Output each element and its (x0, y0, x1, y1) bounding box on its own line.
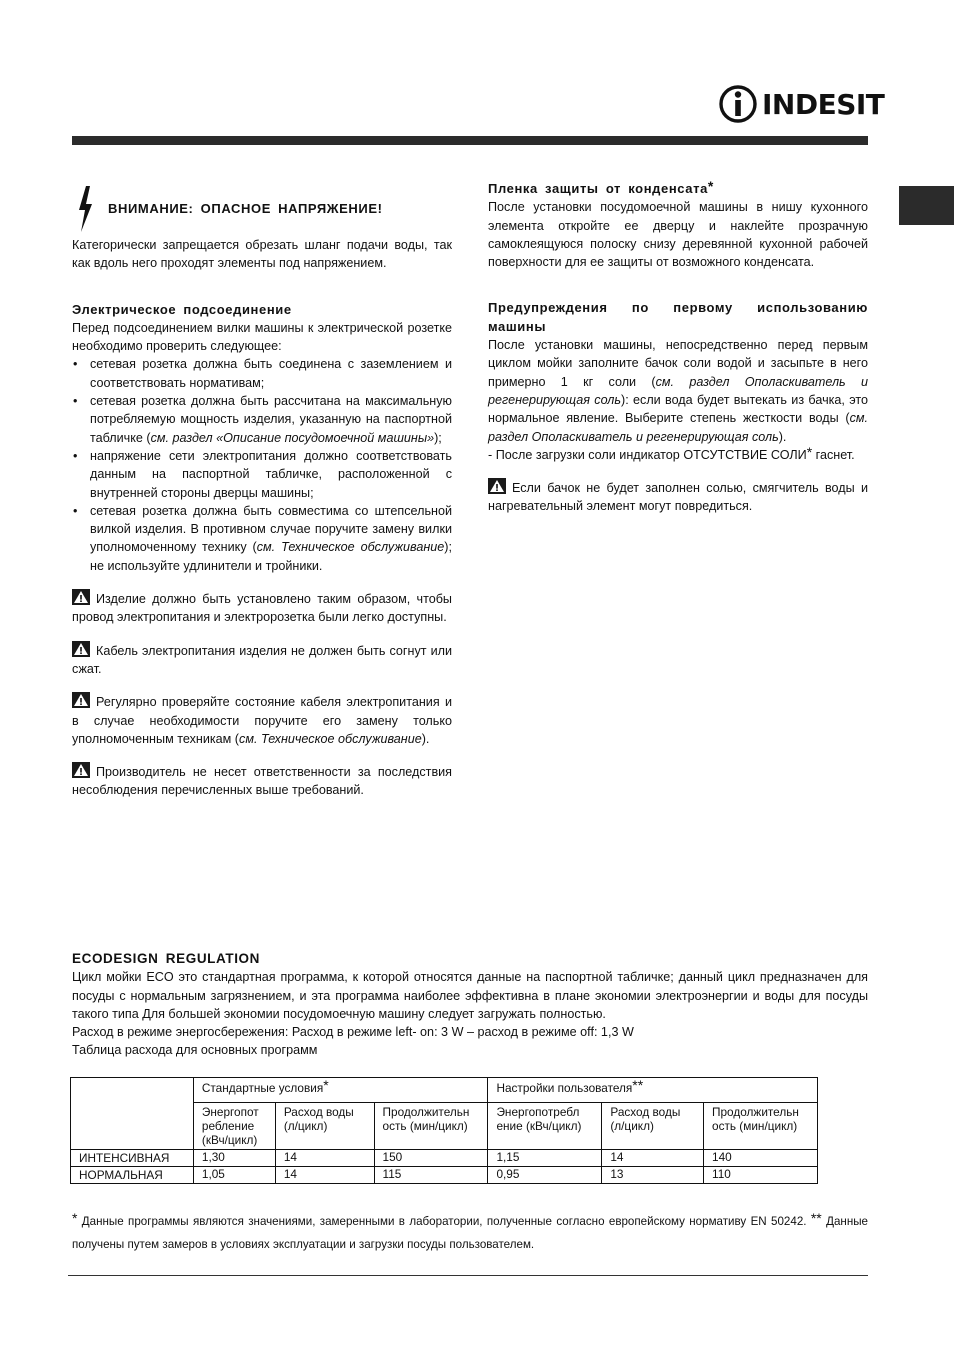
warning-text: Кабель электропитания изделия не должен быть согнут или сжат. (72, 643, 452, 676)
consumption-table (70, 1077, 818, 1184)
ecodesign-section (72, 950, 868, 1060)
warning-paragraph (72, 762, 452, 800)
condensate-text: После установки посудомоечной машины в нишу кухонного элемента откройте ее дверцу и наклейте прозрачную самоклеящуюся полоску снизу деревянной кухонной рабочей поверхности для ее защиты от возможного конденсата. (488, 200, 868, 270)
list-item: • напряжение сети электропитания должно соответствовать данным на паспортной табличке, расположенной с внутренней стороны дверцы машины; (72, 447, 452, 502)
table-header-row (71, 1078, 818, 1103)
electrical-title: Электрическое подсоединение (72, 301, 292, 317)
warning-triangle-icon (72, 589, 90, 605)
table-row (71, 1167, 818, 1184)
table-caption: Таблица расхода для основных программ (72, 1043, 318, 1058)
cross-reference: см. раздел «Описание посудомоечной машины» (150, 430, 435, 445)
standby-consumption: Расход в режиме энергосбережения: Расход в режиме left- on: 3 W – расход в режиме off: 1,3 W (72, 1025, 634, 1040)
electrical-checklist (72, 355, 452, 575)
column-header: Продолжительн ость (мин/цикл) (374, 1103, 488, 1150)
footnote-marker: ** (632, 1077, 644, 1093)
first-use-text-part: После установки машины, непосредственно перед первым циклом мойки заполните бачок соли водой и засыпьте в него примерно 1 кг соли ( (488, 338, 868, 389)
first-use-text-part: ). (778, 429, 787, 444)
warning-triangle-icon (72, 762, 90, 778)
warning-text: Производитель не несет ответственности за последствия несоблюдения перечисленных выше требований. (72, 765, 452, 798)
voltage-warning-heading (72, 186, 452, 232)
warning-text: ). (421, 731, 430, 746)
right-column (488, 180, 868, 516)
language-tab (899, 186, 954, 225)
table-row (71, 1150, 818, 1167)
program-name: НОРМАЛЬНАЯ (71, 1167, 194, 1184)
list-item (72, 502, 452, 575)
list-item-text: ); не используйте удлинители и тройники. (90, 540, 452, 573)
table-corner-cell (71, 1078, 194, 1150)
list-item-text: ); (434, 430, 442, 445)
first-use-title: Предупреждения по первому использованию машины (488, 300, 868, 334)
condensate-title (488, 180, 868, 198)
cross-reference: см. раздел Ополаскиватель и регенерирующая соль (488, 411, 868, 444)
list-item: • сетевая розетка должна быть соединена с заземлением и соответствовать нормативам; (72, 355, 452, 392)
header-bar (72, 136, 868, 145)
warning-triangle-icon (72, 641, 90, 657)
footnote-marker: * (323, 1077, 329, 1093)
voltage-warning-text: Категорически запрещается обрезать шланг подачи воды, так как вдоль него проходят элементы под напряжением. (72, 238, 452, 271)
warning-text: Регулярно проверяйте состояние кабеля электропитания и в случае необходимости поручите его замену только уполномоченным техникам ( (72, 695, 452, 746)
table-cell: 13 (602, 1167, 704, 1184)
list-item-text: сетевая розетка должна быть рассчитана на максимальную потребляемую мощность изделия, указанную на паспортной табличке ( (90, 394, 452, 445)
left-column (72, 186, 452, 800)
warning-paragraph (72, 692, 452, 748)
lightning-bolt-icon (76, 186, 94, 232)
column-header: Энергопотребл ение (кВч/цикл) (488, 1103, 602, 1150)
cross-reference: см. раздел Ополаскиватель и регенерирующая соль (488, 374, 868, 407)
first-use-text-part: ): если вода будет вытекать из бачка, это нормальное явление. Выберите степень жесткости воды ( (488, 392, 868, 426)
table-cell: 0,95 (488, 1167, 602, 1184)
indesit-i-icon (718, 83, 758, 125)
warning-triangle-icon (72, 692, 90, 708)
table-cell: 110 (704, 1167, 818, 1184)
first-use-text (488, 336, 868, 446)
column-header: Расход воды (л/цикл) (275, 1103, 374, 1150)
footnote-text: Данные программы являются значениями, замеренными в лаборатории, полученные согласно европейскому нормативу EN 50242. (77, 1215, 811, 1228)
footnote-marker: * (707, 178, 714, 194)
brand-name: INDESIT (762, 87, 885, 121)
salt-note-text: гаснет. (812, 447, 855, 462)
list-item (72, 392, 452, 447)
salt-note-text: - После загрузки соли индикатор ОТСУТСТВИЕ СОЛИ (488, 447, 807, 462)
footnote-marker: * (72, 1210, 78, 1226)
table-cell: 14 (275, 1150, 374, 1167)
table-cell: 14 (602, 1150, 704, 1167)
table-cell: 1,15 (488, 1150, 602, 1167)
cross-reference: см. Техническое обслуживание (256, 540, 445, 555)
ecodesign-text: Цикл мойки ECO это стандартная программа, к которой относятся данные на паспортной табличке; данный цикл предназначен для посуды с нормальным загрязнением, и эта программа наиболее эффективна в плане экономии электроэнергии и воды для посуды такого типа Для большей экономии посудомоечную машину следует загружать полностью. (72, 970, 868, 1021)
footnote-marker: ** (810, 1210, 822, 1226)
table-cell: 115 (374, 1167, 488, 1184)
warning-text: Если бачок не будет заполнен солью, смягчитель воды и нагревательный элемент могут повредиться. (488, 481, 868, 514)
footer-rule (68, 1275, 868, 1276)
warning-triangle-icon (488, 478, 506, 494)
table-cell: 14 (275, 1167, 374, 1184)
footnote-text: Данные получены путем замеров в условиях эксплуатации и загрузки посуды пользователем. (72, 1215, 869, 1251)
footnotes (72, 1210, 868, 1256)
table-group-header (193, 1078, 488, 1103)
group-label: Настройки пользователя (496, 1081, 633, 1095)
warning-paragraph (488, 478, 868, 516)
electrical-intro: Перед подсоединением вилки машины к электрической розетке необходимо проверить следующее: (72, 320, 452, 354)
condensate-title-text: Пленка защиты от конденсата (488, 181, 708, 196)
program-name: ИНТЕНСИВНАЯ (71, 1150, 194, 1167)
table-cell: 1,30 (193, 1150, 275, 1167)
warning-text: Изделие должно быть установлено таким образом, чтобы провод электропитания и электророзетка были легко доступны. (72, 592, 452, 625)
salt-indicator-note (488, 443, 868, 464)
table-cell: 1,05 (193, 1167, 275, 1184)
voltage-warning-title: ВНИМАНИЕ: ОПАСНОЕ НАПРЯЖЕНИЕ! (108, 200, 383, 216)
table-group-header (488, 1078, 818, 1103)
warning-paragraph (72, 589, 452, 627)
column-header: Продолжительн ость (мин/цикл) (704, 1103, 818, 1150)
column-header: Расход воды (л/цикл) (602, 1103, 704, 1150)
brand-logo (718, 83, 884, 125)
footnote-marker: * (806, 443, 813, 460)
group-label: Стандартные условия (201, 1081, 324, 1095)
column-header: Энергопот ребление (кВч/цикл) (193, 1103, 275, 1150)
table-cell: 150 (374, 1150, 488, 1167)
ecodesign-title: ECODESIGN REGULATION (72, 951, 261, 966)
list-item-text: сетевая розетка должна быть совместима со штепсельной вилкой изделия. В противном случае поручите замену вилки уполномоченному технику ( (90, 503, 452, 555)
cross-reference: см. Техническое обслуживание (239, 731, 422, 746)
warning-paragraph (72, 641, 452, 679)
table-cell: 140 (704, 1150, 818, 1167)
